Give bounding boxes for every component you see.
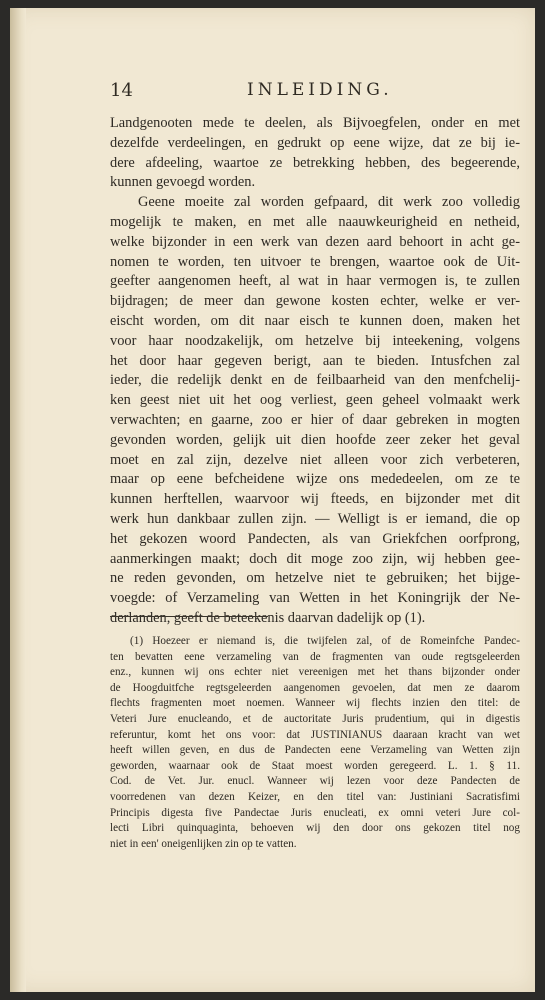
footnote-line: voorredenen van dezen Keizer, en den titel van: Justiniani Sacratisfimi — [110, 790, 520, 803]
body-line: dere afdeeling, waartoe ze betrekking hebben, des begeerende, — [110, 154, 520, 171]
body-line: voor haar noodzakelijk, om hetzelve bij inteekening, volgens — [110, 332, 520, 349]
body-line: nomen te worden, ten uitvoer te brengen, waartoe ook de Uit- — [110, 253, 520, 270]
body-line: aanmerkingen maakt; doch dit moge zoo zijn, wij hebben gee- — [110, 550, 520, 567]
footnote-line: Principis digesta five Pandectae Juris enucleati, ex omni veteri Jure col- — [110, 806, 520, 819]
body-line: ken geest niet uit het oog verliest, geen geheel volmaakt werk — [110, 392, 520, 409]
body-line: eischt worden, om dit naar eisch te kunnen doen, maken het — [110, 312, 520, 329]
footnote-line: Cod. de Vet. Jur. enucl. Wanneer wij lezen voor deze Pandecten de — [110, 775, 520, 788]
running-head: INLEIDING. — [247, 80, 393, 100]
footnote-line: niet in een' oneigenlijken zin op te vatten. — [110, 837, 297, 850]
body-line: verwachten; en gaarne, zoo er hier of daar gebreken in mogten — [110, 411, 520, 428]
footnote-line: Veteri Jure enucleando, et de auctoritate Juris prudentium, qui in digestis — [110, 712, 520, 725]
footnote-line: heeft willen geven, en dus de Pandecten eene Verzameling van Wetten zijn — [110, 744, 520, 757]
body-line: geefter aangenomen heeft, al wat in haar vermogen is, te zullen — [110, 273, 520, 290]
footnote-divider — [110, 616, 268, 617]
page-number: 14 — [110, 80, 133, 101]
body-line: welke bijzonder in een werk van dezen aard behoort in acht ge- — [110, 233, 520, 250]
body-text — [110, 114, 520, 629]
body-line: het gekozen woord Pandecten, als van Griekfchen oorfprong, — [110, 530, 520, 547]
footnote-line: flechts fragmenten moet noemen. Wanneer wij flechts inzien den titel: de — [110, 697, 520, 710]
footnote-line: lecti Libri quinquaginta, behoeven wij den door ons gekozen titel nog — [110, 822, 520, 835]
body-line: kunnen herftellen, waarvoor wij fteeds, en bijzonder met dit — [110, 491, 520, 508]
footnote-line: geworden, waarnaar ook de Staat moest worden geregeerd. L. 1. § 11. — [110, 759, 520, 772]
body-line: bijdragen; de meer dan gewone kosten echter, welke er ver- — [110, 293, 520, 310]
body-line: voegde: of Verzameling van Wetten in het Koningrijk der Ne- — [110, 590, 520, 607]
body-line: dezelfde verdeelingen, en gedrukt op eene wijze, dat ze bij ie- — [110, 134, 520, 151]
page-gutter — [10, 8, 26, 992]
footnote-line: ten bevatten eene verzameling van de fragmenten van oude regtsgeleerden — [110, 650, 520, 663]
body-line: werk hun dankbaar zullen zijn. — Welligt is er iemand, die op — [110, 510, 520, 527]
footnote-line: referuntur, komt het ons voor: dat JUSTINIANUS daaraan kracht van wet — [110, 728, 520, 741]
page-header — [110, 80, 530, 104]
footnote-line: enz., kunnen wij ons echter niet vereenigen met het thans bijzonder onder — [110, 666, 520, 679]
body-line: maar op eene befcheidene wijze ons mededeelen, om ze te — [110, 471, 520, 488]
body-line: derlanden, geeft de beteekenis daarvan dadelijk op (1). — [110, 609, 426, 626]
body-line: Landgenooten mede te deelen, als Bijvoegfelen, onder en met — [110, 115, 520, 131]
footnote-line: (1) Hoezeer er niemand is, die twijfelen zal, of de Romeinfche Pandec- — [130, 635, 520, 647]
body-line: het door haar gegeven berigt, aan te bieden. Intusfchen zal — [110, 352, 520, 369]
footnote-line: de Hoogduitfche regtsgeleerden aangenomen gevoelen, dat men ze daarom — [110, 681, 520, 694]
body-line: gevonden worden, gelijk uit dien hoofde zeer zeker het geval — [110, 431, 520, 448]
body-line: ne reden gevonden, om hetzelve niet te gebruiken; het bijge- — [110, 570, 520, 587]
body-line: kunnen gevoegd worden. — [110, 174, 256, 191]
body-line: moet en zal zijn, dezelve niet alleen voor zich verbeteren, — [110, 451, 520, 468]
body-line: ieder, die redelijk denkt en de feilbaarheid van den menfchelij- — [110, 372, 520, 389]
body-line: mogelijk te maken, en met alle naauwkeurigheid en netheid, — [110, 213, 520, 230]
footnote — [110, 634, 520, 852]
body-line: Geene moeite zal worden gefpaard, dit werk zoo volledig — [138, 194, 520, 211]
